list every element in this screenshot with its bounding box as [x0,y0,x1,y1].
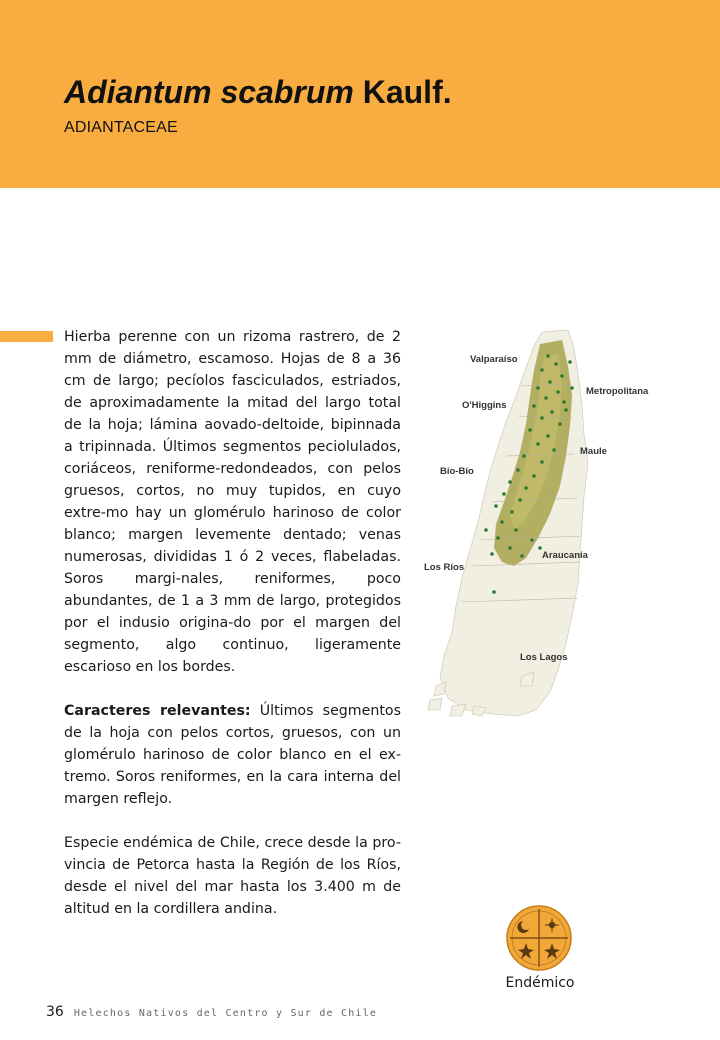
species-author: Kaulf. [362,74,452,110]
page-footer [46,1003,377,1021]
map-label-los-lagos: Los Lagos [520,652,568,663]
map-label-araucania: Araucanía [542,550,588,561]
section-marker [0,331,53,342]
description-paragraph: Hierba perenne con un rizoma rastrero, de 2 mm de diámetro, escamoso. Hojas de 8 a 36 cm de largo; pecíolos fasciculados, estriados, de aproximadamente la mitad del largo total de la hoja; lámina aovado-deltoide, bipinnada a tripinnada. Últimos segmentos peciolulados, coriáceos, reniforme-redondeados, con pelos gruesos, cortos, no muy tupidos, en cuyo extre-mo hay un glomérulo harinoso de color blanco; margen levemente dentado; venas numerosas, divididas 1 ó 2 veces, flabeladas. Soros margi-nales, reniformes, poco abundantes, de 1 a 3 mm de largo, protegidos por el indusio origina-do por el margen del segmento, algo continuo, ligeramente escarioso en los bordes. [64,329,401,675]
distribution-map [422,326,662,718]
map-label-ohiggins: O'Higgins [462,400,507,411]
book-title: Helechos Nativos del Centro y Sur de Chile [73,1008,378,1019]
species-name: Adiantum scabrum [64,74,354,110]
relevant-characters-label: Caracteres relevantes: [64,703,251,719]
map-label-los-rios: Los Ríos [424,562,465,573]
species-title [64,74,452,111]
family-name: ADIANTACEAE [64,119,178,136]
map-label-maule: Maule [580,446,607,457]
endemic-label: Endémico [505,975,575,991]
page-number: 36 [46,1004,64,1020]
map-label-valparaiso: Valparaíso [470,354,518,365]
description-text [64,326,401,942]
map-label-biobio: Bío-Bío [440,466,474,477]
distribution-paragraph: Especie endémica de Chile, crece desde la pro-vincia de Petorca hasta la Región de los Ríos, desde el nivel del mar hasta los 3.400 m de altitud en la cordillera andina. [64,835,401,917]
endemic-emblem-icon [506,905,572,971]
relevant-characters-text: Últimos segmentos de la hoja con pelos cortos, gruesos, con un glomérulo harinoso de color blanco en el ex-tremo. Soros reniformes, en la cara interna del margen reflejo. [64,703,401,807]
map-label-metropolitana: Metropolitana [586,386,649,397]
relevant-characters-paragraph [64,700,401,810]
